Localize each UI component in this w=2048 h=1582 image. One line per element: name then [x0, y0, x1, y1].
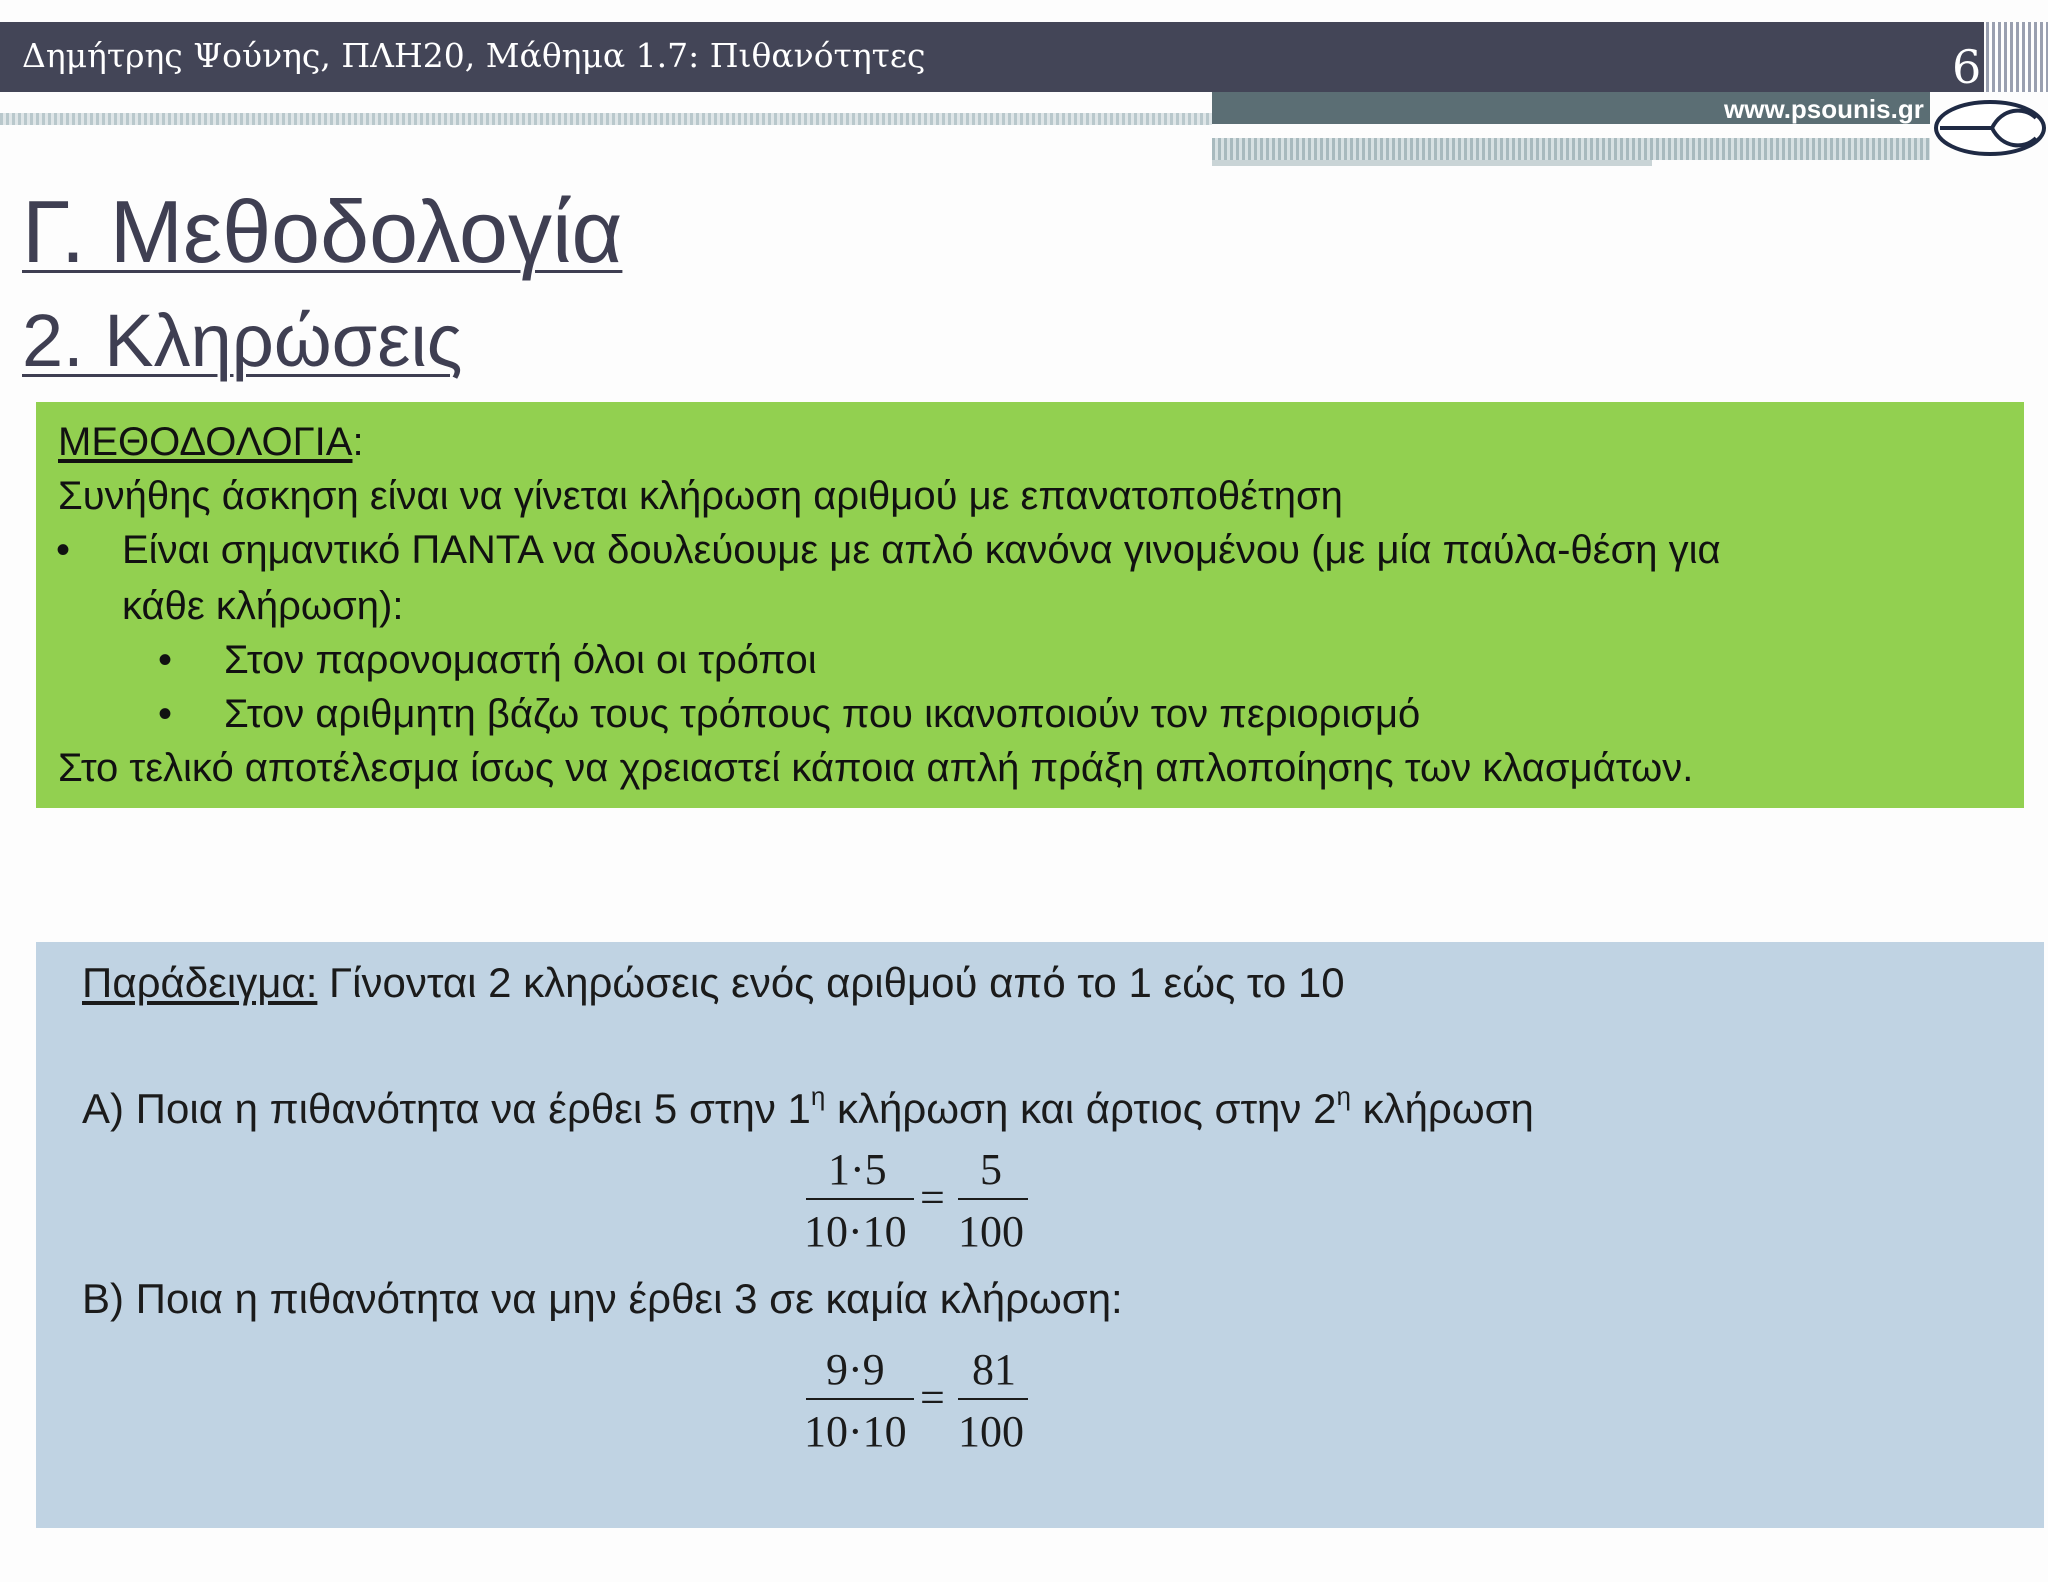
bullet-product-rule-line1: Είναι σημαντικό ΠΑΝΤΑ να δουλεύουμε με απλό κανόνα γινομένου (με μία παύλα-θέση για: [122, 528, 1721, 572]
question-a-part1: Α) Ποια η πιθανότητα να έρθει 5 στην 1: [82, 1085, 811, 1132]
answer-a-numerator-left: 1·5: [828, 1145, 887, 1194]
page-number: 6: [1952, 40, 1982, 94]
answer-a-denominator-right: 100: [958, 1207, 1024, 1256]
header-divider-right: [1212, 138, 1930, 160]
answer-b-fraction-bar-right: [958, 1398, 1028, 1400]
sub-bullet-marker: •: [158, 638, 173, 682]
methodology-intro: Συνήθης άσκηση είναι να γίνεται κλήρωση αριθμού με επανατοποθέτηση: [58, 474, 1343, 518]
question-a: [82, 1081, 1534, 1132]
answer-b-equals: =: [920, 1373, 945, 1422]
answer-a-equals: =: [920, 1173, 945, 1222]
example-text: Γίνονται 2 κληρώσεις ενός αριθμού από το 1 εώς το 10: [317, 959, 1345, 1006]
psounis-logo-icon: [1932, 96, 2048, 160]
question-b: Β) Ποια η πιθανότητα να μην έρθει 3 σε καμία κλήρωση:: [82, 1275, 1123, 1322]
methodology-heading: [58, 422, 364, 462]
answer-b-fraction-bar-left: [806, 1398, 914, 1400]
answer-b-denominator-right: 100: [958, 1407, 1024, 1456]
methodology-heading-colon: :: [352, 420, 364, 464]
sub-bullet-marker: •: [158, 692, 173, 736]
methodology-heading-label: ΜΕΘΟΔΟΛΟΓΙΑ: [58, 420, 353, 464]
header-title: Δημήτρης Ψούνης, ΠΛΗ20, Μάθημα 1.7: Πιθανότητες: [22, 36, 926, 75]
example-box: [36, 942, 2044, 1528]
question-a-part2: κλήρωση και άρτιος στην 2: [825, 1085, 1337, 1132]
answer-a-fraction-bar-right: [958, 1198, 1028, 1200]
example-label: Παράδειγμα:: [82, 959, 318, 1006]
question-a-part3: κλήρωση: [1350, 1085, 1534, 1132]
answer-a-denominator-left: 10·10: [804, 1207, 907, 1256]
question-a-sup2: η: [1336, 1081, 1351, 1111]
answer-b-denominator-left: 10·10: [804, 1407, 907, 1456]
slide-title: Γ. Μεθοδολογία: [22, 182, 623, 281]
question-a-sup1: η: [810, 1081, 826, 1111]
website-url: www.psounis.gr: [1724, 94, 1924, 124]
sub-bullet-numerator: Στον αριθμητη βάζω τους τρόπους που ικανοποιούν τον περιορισμό: [224, 692, 1421, 736]
bullet-product-rule-line2: κάθε κλήρωση):: [122, 584, 404, 628]
slide-subtitle: 2. Κληρώσεις: [22, 299, 463, 382]
header-divider-left: [0, 113, 1212, 125]
header-stripes: [1986, 22, 2048, 92]
answer-a-numerator-right: 5: [980, 1145, 1002, 1194]
answer-b-numerator-right: 81: [972, 1345, 1016, 1394]
bullet-marker: •: [56, 528, 71, 572]
header-divider-right-lower: [1212, 160, 1652, 166]
sub-bullet-denominator: Στον παρονομαστή όλοι οι τρόποι: [224, 638, 817, 682]
methodology-conclusion: Στο τελικό αποτέλεσμα ίσως να χρειαστεί κάποια απλή πράξη απλοποίησης των κλασμάτων.: [58, 746, 1694, 790]
answer-a-fraction-bar-left: [806, 1198, 914, 1200]
example-intro: [82, 959, 1345, 1006]
answer-b-numerator-left: 9·9: [826, 1345, 885, 1394]
